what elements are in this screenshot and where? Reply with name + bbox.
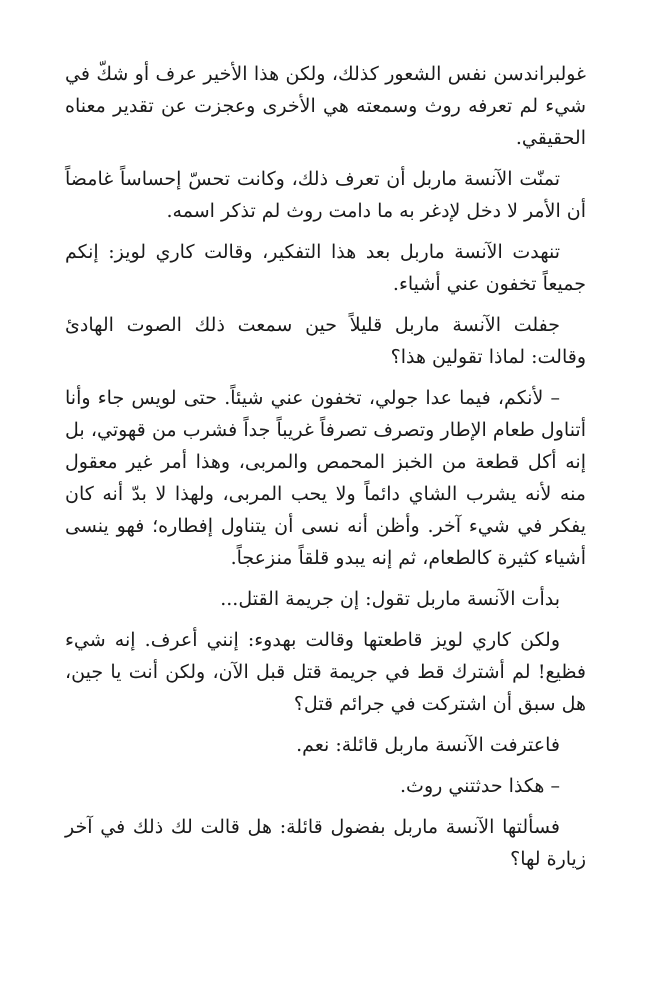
paragraph: ولكن كاري لويز قاطعتها وقالت بهدوء: إنني أعرف. إنه شيء فظيع! لم أشترك قط في جريمة قتل قبل الآن، ولكن أنت يا جين، هل سبق أن اشتركت في جرائم قتل؟ bbox=[65, 629, 586, 715]
dialogue-paragraph: – هكذا حدثتني روث. bbox=[400, 775, 560, 797]
paragraph: جفلت الآنسة ماربل قليلاً حين سمعت ذلك الصوت الهادئ وقالت: لماذا تقولين هذا؟ bbox=[65, 314, 586, 368]
paragraph: بدأت الآنسة ماربل تقول: إن جريمة القتل... bbox=[220, 588, 560, 610]
paragraph: تمنّت الآنسة ماربل أن تعرف ذلك، وكانت تحسّ إحساساً غامضاً أن الأمر لا دخل لإدغر به ما دامت روث لم تذكر اسمه. bbox=[65, 168, 586, 222]
paragraph: تنهدت الآنسة ماربل بعد هذا التفكير، وقالت كاري لويز: إنكم جميعاً تخفون عني أشياء. bbox=[65, 241, 586, 295]
paragraph: فسألتها الآنسة ماربل بفضول قائلة: هل قالت لك ذلك في آخر زيارة لها؟ bbox=[65, 816, 586, 870]
book-page bbox=[65, 58, 586, 884]
dialogue-paragraph: – لأنكم، فيما عدا جولي، تخفون عني شيئاً. حتى لويس جاء وأنا أتناول طعام الإطار وتصرف تصرفاً غريباً جداً فشرب من قهوتي، بل إنه أكل قطعة من الخبز المحمص والمربى، وهذا أمر غير معقول منه لأنه يشرب الشاي دائماً ولا يحب المربى، ولهذا لا بدّ أنه كان يفكر في شيء آخر. وأظن أنه نسى أن يتناول إفطاره؛ فهو ينسى أشياء كثيرة كالطعام، ثم إنه يبدو قلقاً منزعجاً. bbox=[65, 387, 586, 569]
paragraph: غولبراندسن نفس الشعور كذلك، ولكن هذا الأخير عرف أو شكّ في شيء لم تعرفه روث وسمعته هي الأخرى وعجزت عن تقدير معناه الحقيقي. bbox=[65, 63, 586, 149]
paragraph: فاعترفت الآنسة ماربل قائلة: نعم. bbox=[296, 734, 560, 756]
